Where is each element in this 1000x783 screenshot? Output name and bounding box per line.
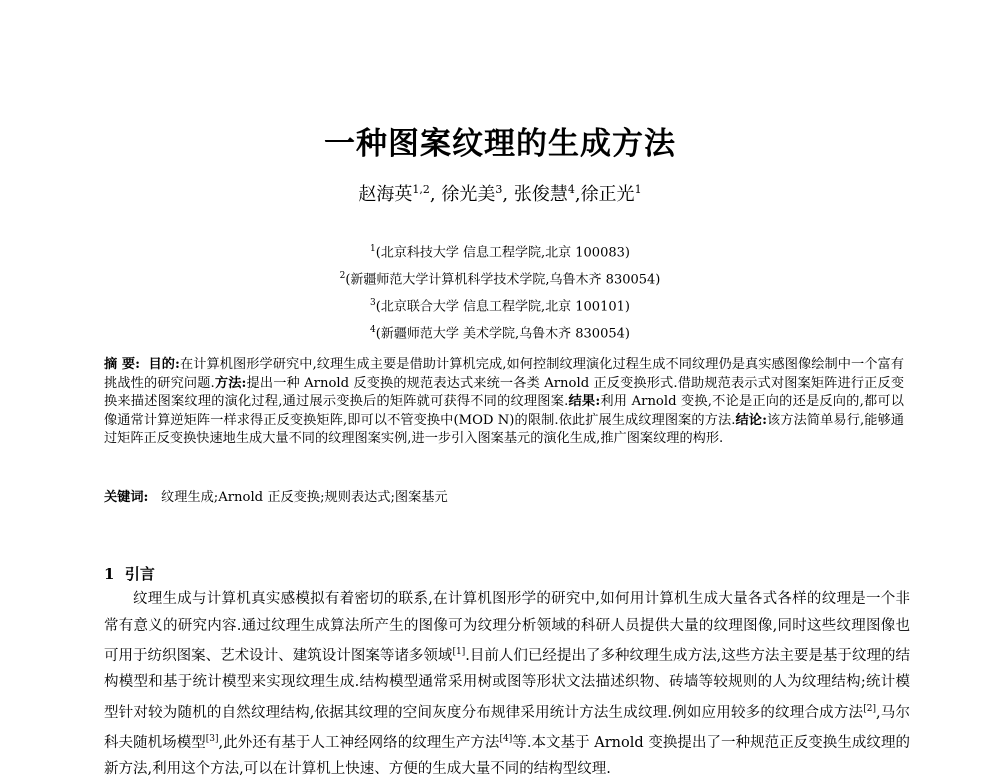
affiliation-sup: 4 <box>370 325 376 335</box>
abstract-label: 摘 要: <box>104 357 141 372</box>
author-separator: , <box>502 184 514 205</box>
abstract-result-label: 结果: <box>568 394 601 410</box>
affiliation-sup: 2 <box>339 271 346 281</box>
keywords-text: 纹理生成;Arnold 正反变换;规则表达式;图案基元 <box>161 490 448 505</box>
abstract-conclusion: 该方法简单易行,能够通过矩阵正反变换快速地生成大量不同的纹理图案实例,进一步引入图案基元的演化生成,推广图案纹理的构形. <box>104 412 904 447</box>
body-text-part: ,马尔科夫随机场模型 <box>104 704 911 751</box>
body-text-part: ,此外还有基于人工神经网络的纹理生产方法 <box>218 734 500 751</box>
affiliation-text: (新疆师范大学 美术学院,乌鲁木齐 830054) <box>375 326 630 342</box>
affiliation-text: (北京联合大学 信息工程学院,北京 100101) <box>375 299 630 315</box>
author-separator: , <box>429 184 442 205</box>
affiliation-line <box>0 236 1000 263</box>
affiliation-line <box>0 317 1000 344</box>
keywords-label: 关键词: <box>104 490 149 505</box>
author-list <box>0 180 1000 206</box>
body-text-part: .目前人们已经提出了多种纹理生成方法,这些方法主要是基于纹理的结构模型和基于统计模型来实现纹理生成.结构模型通常采用树或图等形状文法描述织物、砖墙等较规则的人为纹理结构;统计模型针对较为随机的自然纹理结构,依据其纹理的空间灰度分布规律采用统计方法生成纹理.例如应用较多的纹理合成方法 <box>104 647 911 721</box>
body-text-part: 等.本文基于 Arnold 变换提出了一种规范正反变换生成纹理的新方法,利用这个方法,可以在计算机上快速、方便的生成大量不同的结构型纹理. <box>104 734 911 778</box>
abstract-method-label: 方法: <box>214 375 247 391</box>
author-affil-sup: 3 <box>495 183 503 196</box>
section-number: 1 <box>104 565 115 583</box>
affiliation-sup: 1 <box>370 244 376 254</box>
paper-title: 一种图案纹理的生成方法 <box>324 126 676 162</box>
abstract-result: 利用 Arnold 变换,不论是正向的还是反向的,都可以像通常计算逆矩阵一样求得正反变换矩阵,即可以不管变换中(MOD N)的限制.依此扩展生成纹理图案的方法. <box>104 394 904 428</box>
body-text-part: 纹理生成与计算机真实感模拟有着密切的联系,在计算机图形学的研究中,如何用计算机生成大量各式各样的纹理是一个非常有意义的研究内容.通过纹理生成算法所产生的图像可为纹理分析领域的科研人员提供大量的纹理图像,同时这些纹理图像也可用于纺织图案、艺术设计、建筑设计图案等诸多领域 <box>104 591 910 664</box>
author-separator: , <box>574 184 581 205</box>
abstract-method: 提出一种 Arnold 反变换的规范表达式来统一各类 Arnold 正反变换形式.借助规范表示式对图案矩阵进行正反变换来描述图案纹理的演化过程,通过展示变换后的矩阵就可获得不同的纹理图案. <box>104 375 905 410</box>
citation-ref: [2] <box>863 703 876 714</box>
author-name: 张俊慧 <box>513 184 568 205</box>
affiliation-sup: 3 <box>370 298 376 308</box>
author-name: 徐正光 <box>580 184 635 205</box>
keywords <box>104 486 904 505</box>
section-heading <box>104 563 155 584</box>
affiliation-text: (北京科技大学 信息工程学院,北京 100083) <box>375 245 630 261</box>
author-affil-sup: 4 <box>567 183 575 196</box>
abstract-conclusion-label: 结论: <box>735 412 767 428</box>
citation-ref: [1] <box>452 647 466 657</box>
body-paragraph <box>104 586 910 783</box>
author-name: 赵海英 <box>358 184 413 205</box>
author-affil-sup: 1 <box>634 183 642 196</box>
section-body <box>104 586 910 783</box>
citation-ref: [4] <box>499 734 513 745</box>
affiliation-line <box>0 290 1000 317</box>
abstract <box>104 356 904 449</box>
abstract-purpose: 在计算机图形学研究中,纹理生成主要是借助计算机完成,如何控制纹理演化过程生成不同纹理仍是真实感图像绘制中一个富有挑战性的研究问题. <box>104 357 904 391</box>
citation-ref: [3] <box>205 734 219 745</box>
abstract-purpose-label: 目的: <box>148 357 180 372</box>
author-name: 徐光美 <box>441 184 496 205</box>
author-affil-sup: 1,2 <box>412 183 430 196</box>
affiliation-list <box>0 236 1000 344</box>
affiliation-line <box>0 263 1000 290</box>
section-title: 引言 <box>124 565 155 583</box>
affiliation-text: (新疆师范大学计算机科学技术学院,乌鲁木齐 830054) <box>345 272 661 288</box>
